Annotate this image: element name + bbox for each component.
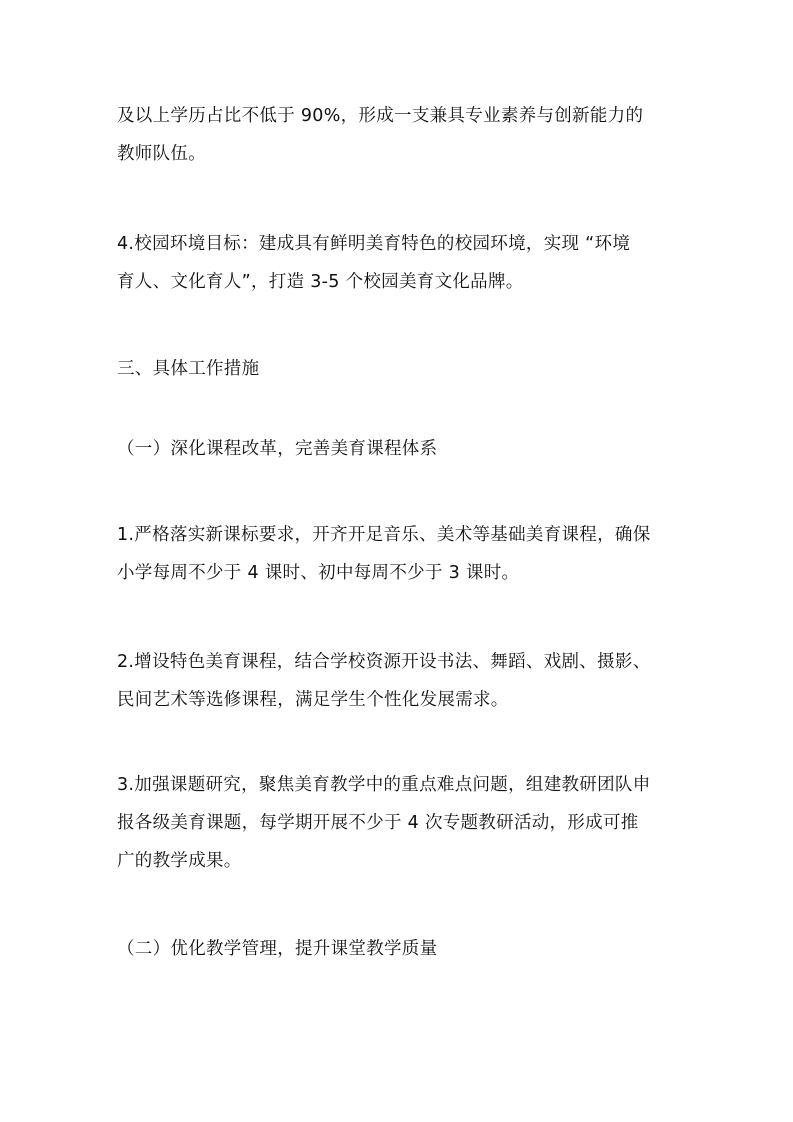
text-line: 教师队伍。 bbox=[117, 144, 206, 164]
text-line: 报各级美育课题，每学期开展不少于 4 次专题教研活动，形成可推 bbox=[117, 813, 639, 833]
subsection-heading-teaching bbox=[117, 930, 682, 968]
paragraph-item-1 bbox=[117, 516, 682, 592]
text-line: 3.加强课题研究，聚焦美育教学中的重点难点问题，组建教研团队申 bbox=[117, 775, 651, 795]
paragraph-teacher-team bbox=[117, 97, 682, 173]
text-line: （一）深化课程改革，完善美育课程体系 bbox=[117, 439, 438, 459]
paragraph-campus-environment bbox=[117, 225, 682, 301]
text-line: 三、具体工作措施 bbox=[117, 359, 260, 379]
text-line: 民间艺术等选修课程，满足学生个性化发展需求。 bbox=[117, 690, 509, 710]
text-line: （二）优化教学管理，提升课堂教学质量 bbox=[117, 939, 438, 959]
paragraph-item-2 bbox=[117, 643, 682, 719]
text-line: 4.校园环境目标：建成具有鲜明美育特色的校园环境，实现 “环境 bbox=[117, 234, 631, 254]
text-line: 及以上学历占比不低于 90%，形成一支兼具专业素养与创新能力的 bbox=[117, 106, 644, 126]
paragraph-item-3 bbox=[117, 766, 682, 880]
subsection-heading-curriculum bbox=[117, 430, 682, 468]
text-line: 广的教学成果。 bbox=[117, 851, 242, 871]
text-line: 小学每周不少于 4 课时、初中每周不少于 3 课时。 bbox=[117, 563, 520, 583]
text-line: 2.增设特色美育课程，结合学校资源开设书法、舞蹈、戏剧、摄影、 bbox=[117, 652, 651, 672]
text-line: 育人、文化育人”，打造 3-5 个校园美育文化品牌。 bbox=[117, 272, 524, 292]
section-heading-measures bbox=[117, 350, 682, 388]
text-line: 1.严格落实新课标要求，开齐开足音乐、美术等基础美育课程，确保 bbox=[117, 525, 651, 545]
